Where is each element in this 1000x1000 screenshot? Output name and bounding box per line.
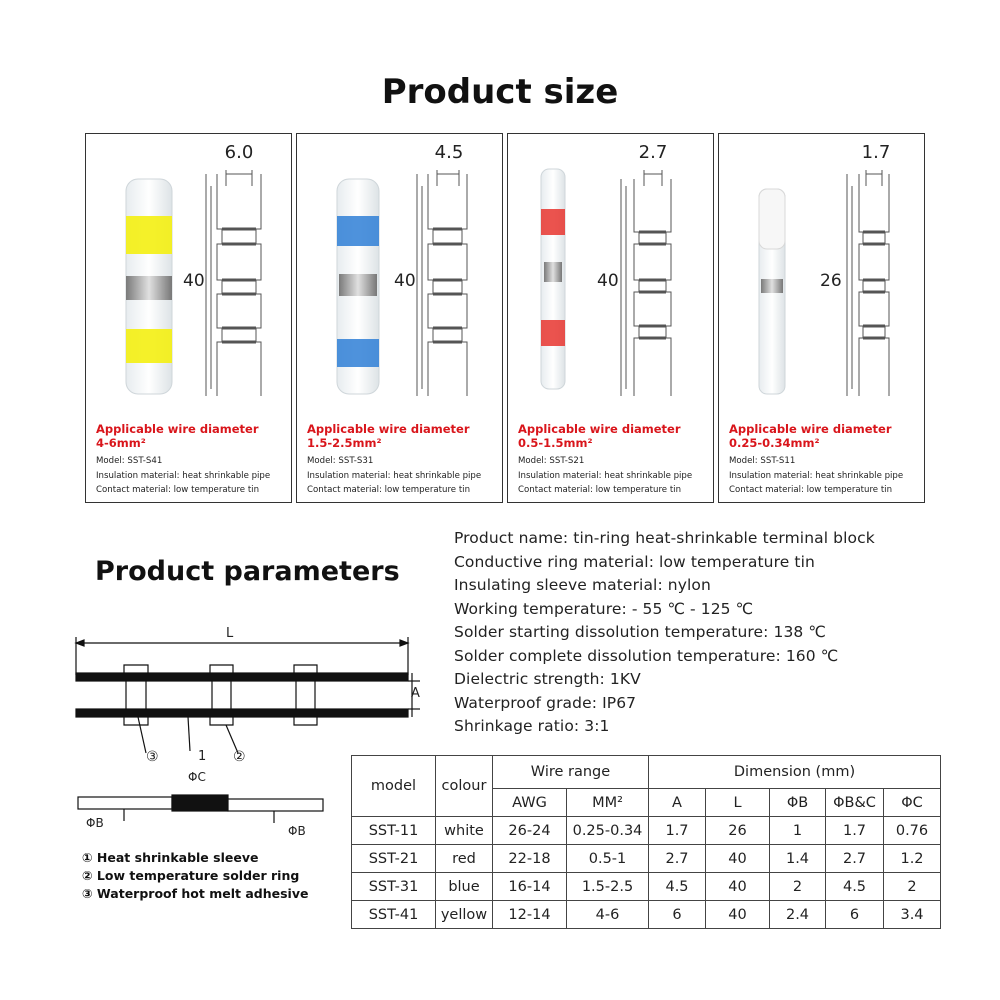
cell-l: 26 [706,817,770,845]
header-colour: colour [436,756,493,817]
product-card [718,133,925,503]
diagram-label-a: A [411,686,420,701]
applicable-wire-label: Applicable wire diameter [307,422,470,436]
cell-phic: 1.2 [884,845,941,873]
cell-a: 2.7 [649,845,706,873]
cell-colour: yellow [436,901,493,929]
cell-model: SST-11 [352,817,436,845]
insulation-line: Insulation material: heat shrinkable pipe [518,471,693,481]
cell-a: 1.7 [649,817,706,845]
length-dimension: 40 [597,271,619,291]
product-card [507,133,714,503]
insulation-line: Insulation material: heat shrinkable pipe [307,471,482,481]
contact-line: Contact material: low temperature tin [729,485,893,495]
cell-phibc: 4.5 [826,873,884,901]
cell-model: SST-21 [352,845,436,873]
cell-phic: 3.4 [884,901,941,929]
insulation-line: Insulation material: heat shrinkable pipe [729,471,904,481]
cell-phib: 1.4 [770,845,826,873]
cell-phib: 2 [770,873,826,901]
cell-mm2: 4-6 [567,901,649,929]
cell-mm2: 0.5-1 [567,845,649,873]
spec-line: Solder starting dissolution temperature: 138 ℃ [454,623,826,641]
table-row [352,901,941,929]
callout-2: ② [233,749,246,765]
spec-line: Waterproof grade: IP67 [454,694,637,712]
cell-colour: blue [436,873,493,901]
cell-colour: white [436,817,493,845]
model-line: Model: SST-S11 [729,456,796,466]
cell-model: SST-31 [352,873,436,901]
cell-a: 6 [649,901,706,929]
cell-l: 40 [706,901,770,929]
model-line: Model: SST-S21 [518,456,585,466]
cell-awg: 22-18 [493,845,567,873]
spec-line: Working temperature: - 55 ℃ - 125 ℃ [454,600,754,618]
cell-awg: 12-14 [493,901,567,929]
cell-phib: 2.4 [770,901,826,929]
callout-1: 1 [198,749,207,764]
spec-line: Dielectric strength: 1KV [454,670,641,688]
header-a: A [649,789,706,817]
spec-line: Solder complete dissolution temperature: 160 ℃ [454,647,839,665]
cell-l: 40 [706,873,770,901]
cell-model: SST-41 [352,901,436,929]
cell-phib: 1 [770,817,826,845]
length-dimension: 40 [394,271,416,291]
cell-mm2: 0.25-0.34 [567,817,649,845]
table-row [352,845,941,873]
product-size-title: Product size [381,72,619,112]
legend-item: ③ Waterproof hot melt adhesive [82,886,309,901]
label-phi-b-left: ΦB [86,816,104,830]
header-phibc: ΦB&C [826,789,884,817]
cell-l: 40 [706,845,770,873]
legend-item: ① Heat shrinkable sleeve [82,850,259,865]
table-row [352,873,941,901]
insulation-line: Insulation material: heat shrinkable pipe [96,471,271,481]
cell-mm2: 1.5-2.5 [567,873,649,901]
header-phic: ΦC [884,789,941,817]
wire-range-label: 0.5-1.5mm² [518,436,593,450]
label-phi-c: ΦC [188,770,206,784]
width-dimension: 4.5 [434,142,464,163]
contact-line: Contact material: low temperature tin [96,485,260,495]
header-phib: ΦB [770,789,826,817]
contact-line: Contact material: low temperature tin [307,485,471,495]
header-awg: AWG [493,789,567,817]
width-dimension: 1.7 [861,142,891,163]
contact-line: Contact material: low temperature tin [518,485,682,495]
table-row [352,817,941,845]
product-card [296,133,503,503]
cell-awg: 26-24 [493,817,567,845]
parameters-table [351,755,941,929]
diagram-label-l: L [226,626,234,641]
spec-line: Conductive ring material: low temperature tin [454,553,815,571]
cell-colour: red [436,845,493,873]
legend-item: ② Low temperature solder ring [82,868,300,883]
header-model: model [352,756,436,817]
cell-a: 4.5 [649,873,706,901]
length-dimension: 40 [183,271,205,291]
header-dimension: Dimension (mm) [649,756,941,789]
wire-range-label: 4-6mm² [96,436,146,450]
header-wire-range: Wire range [493,756,649,789]
spec-line: Shrinkage ratio: 3:1 [454,717,610,735]
product-parameters-title: Product parameters [95,556,400,587]
header-l: L [706,789,770,817]
model-line: Model: SST-S41 [96,456,163,466]
cell-awg: 16-14 [493,873,567,901]
label-phi-b-right: ΦB [288,824,306,838]
width-dimension: 6.0 [224,142,254,163]
cell-phic: 2 [884,873,941,901]
spec-line: Insulating sleeve material: nylon [454,576,711,594]
cell-phibc: 2.7 [826,845,884,873]
spec-line: Product name: tin-ring heat-shrinkable terminal block [454,529,875,547]
cell-phibc: 6 [826,901,884,929]
model-line: Model: SST-S31 [307,456,374,466]
header-mm2: MM² [567,789,649,817]
applicable-wire-label: Applicable wire diameter [518,422,681,436]
cell-phibc: 1.7 [826,817,884,845]
wire-range-label: 1.5-2.5mm² [307,436,382,450]
cell-phic: 0.76 [884,817,941,845]
product-card [85,133,292,503]
callout-3: ③ [146,749,159,765]
length-dimension: 26 [820,271,842,291]
applicable-wire-label: Applicable wire diameter [96,422,259,436]
applicable-wire-label: Applicable wire diameter [729,422,892,436]
width-dimension: 2.7 [638,142,668,163]
wire-range-label: 0.25-0.34mm² [729,436,820,450]
